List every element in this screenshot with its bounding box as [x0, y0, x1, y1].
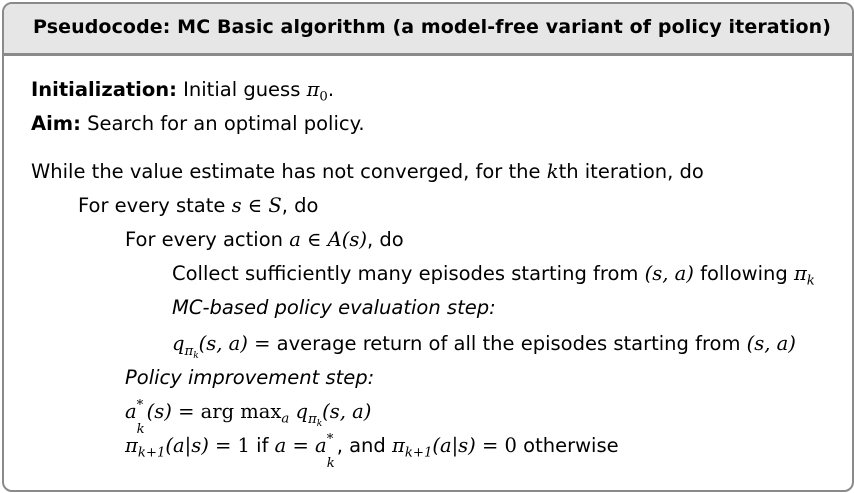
equals-zero: = 0 — [475, 434, 517, 457]
period: . — [327, 78, 335, 101]
q-value-line — [172, 332, 796, 361]
state-action-pair: (s, a) — [644, 262, 694, 285]
for-action-line — [125, 228, 404, 252]
a-symbol: a — [289, 228, 301, 251]
while-text: While the value estimate has not converged, for the — [31, 160, 547, 183]
argmax-line: a * (s) = arg $\max_a q_{\pi_k}(s$, a) — [125, 398, 372, 429]
in-symbol: ∈ — [241, 194, 269, 217]
policy-update-line: $\pi_{k+1}(a|s) = 1$ if a = a * , and $\pi_{k+1}(a|s) = 0$ otherwise — [125, 432, 619, 461]
argmax-operator: arg max — [200, 400, 282, 423]
pi-symbol: π — [793, 262, 807, 285]
subscript: k — [193, 350, 199, 361]
policy-args: (a|s) — [432, 434, 476, 457]
subscript: k+1 — [137, 445, 166, 461]
aim-label: Aim: — [31, 112, 81, 135]
initialization-line — [31, 78, 335, 105]
subscript: k — [806, 273, 815, 289]
state-action-pair: (s, a) — [746, 332, 796, 355]
equals-sign: = — [286, 434, 316, 457]
for-state-text: For every state — [78, 194, 232, 217]
collect-text: Collect sufficiently many episodes starting from — [172, 262, 645, 285]
for-state-end: , do — [281, 194, 319, 217]
a-symbol: a — [125, 400, 137, 423]
pseudocode-header — [4, 4, 852, 56]
and-text: , and — [336, 434, 392, 457]
for-state-line — [78, 194, 319, 218]
otherwise-text: otherwise — [516, 434, 619, 457]
pi-symbol: π — [307, 411, 317, 427]
q-symbol: q — [289, 400, 308, 423]
aim-line — [31, 112, 365, 136]
collect-line — [172, 262, 815, 289]
equals-sign: = — [247, 332, 277, 355]
while-line — [31, 160, 704, 184]
state-action-pair: (s, a) — [322, 400, 372, 423]
k-symbol: k — [546, 160, 559, 183]
subscript: 0 — [319, 89, 328, 105]
for-action-end: , do — [367, 228, 404, 251]
policy-args: (a|s) — [165, 434, 209, 457]
equals-one: = 1 — [208, 434, 250, 457]
s-arg: (s) — [146, 400, 172, 423]
in-symbol: ∈ — [300, 228, 328, 251]
subscript: a — [281, 411, 290, 427]
a-symbol: a — [315, 434, 327, 457]
pi-symbol: π — [391, 434, 405, 457]
s-symbol: s — [231, 194, 242, 217]
state-action-pair: (s, a) — [198, 332, 248, 355]
improvement-step-label: Policy improvement step: — [125, 366, 375, 389]
q-symbol: q — [172, 332, 185, 355]
equals-sign: = — [171, 400, 201, 423]
state-set-symbol: S — [268, 194, 282, 217]
pi-symbol: π — [184, 343, 194, 359]
pi-symbol: π — [306, 78, 320, 101]
pseudocode-title: Pseudocode: MC Basic algorithm (a model-free variant of policy iteration) — [33, 16, 832, 38]
aim-text: Search for an optimal policy. — [87, 112, 365, 135]
while-text-end: th iteration, do — [558, 160, 704, 183]
if-text: if — [249, 434, 275, 457]
collect-following: following — [693, 262, 794, 285]
subscript: k — [316, 418, 323, 429]
for-action-text: For every action — [125, 228, 290, 251]
subscript: k+1 — [404, 445, 433, 461]
q-text: average return of all the episodes starting from — [276, 332, 747, 355]
initialization-text: Initial guess — [183, 78, 307, 101]
a-symbol: a — [274, 434, 287, 457]
action-set-symbol: A — [327, 228, 342, 251]
action-set-arg: (s) — [341, 228, 367, 251]
pi-symbol: π — [125, 434, 138, 457]
evaluation-step-label: MC-based policy evaluation step: — [172, 296, 496, 319]
initialization-label: Initialization: — [31, 78, 177, 101]
